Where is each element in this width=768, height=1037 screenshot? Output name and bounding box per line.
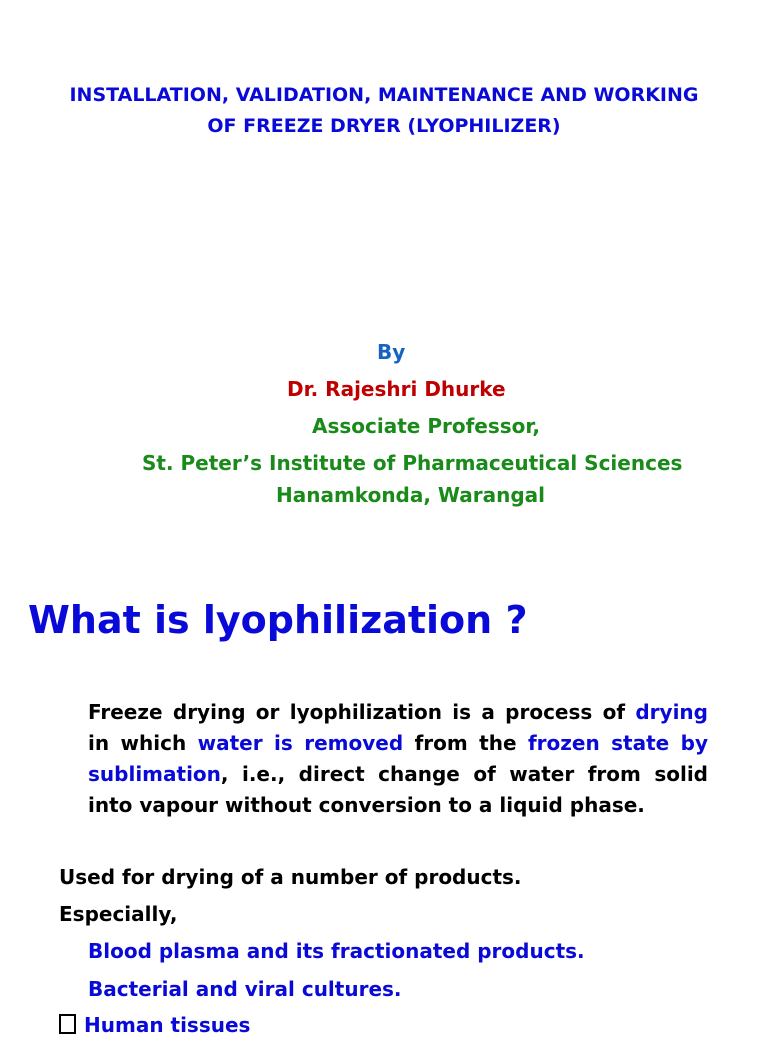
para-text-3: from the xyxy=(403,731,528,755)
used-for-text: Used for drying of a number of products. xyxy=(59,865,522,889)
para-highlight-water-removed: water is removed xyxy=(197,731,404,755)
section-heading: What is lyophilization ? xyxy=(28,598,528,642)
para-highlight-frozen-state: frozen state by sublimation xyxy=(88,731,709,786)
byline-by: By xyxy=(377,340,406,364)
list-item-text: Human tissues xyxy=(84,1013,251,1037)
especially-text: Especially, xyxy=(59,902,178,926)
list-item xyxy=(59,1013,250,1037)
list-item: Blood plasma and its fractionated products. xyxy=(88,939,585,963)
para-text-1: Freeze drying or lyophilization is a process of xyxy=(88,700,636,724)
checkbox-bullet-icon xyxy=(59,1014,76,1034)
list-item: Bacterial and viral cultures. xyxy=(88,977,402,1001)
title-line-1: INSTALLATION, VALIDATION, MAINTENANCE AND WORKING xyxy=(69,84,699,106)
title-line-2: OF FREEZE DRYER (LYOPHILIZER) xyxy=(207,115,561,137)
institute-name: St. Peter’s Institute of Pharmaceutical Sciences xyxy=(142,451,683,475)
page-title xyxy=(0,80,768,142)
author-role: Associate Professor, xyxy=(312,414,540,438)
definition-paragraph xyxy=(88,697,708,821)
para-text-2: in which xyxy=(88,731,198,755)
para-text-4: , i.e., direct change of water from solid into vapour without conversion to a liquid phase. xyxy=(88,762,708,817)
author-name: Dr. Rajeshri Dhurke xyxy=(287,377,506,401)
institute-place: Hanamkonda, Warangal xyxy=(276,483,546,507)
para-highlight-drying: drying xyxy=(635,700,708,724)
